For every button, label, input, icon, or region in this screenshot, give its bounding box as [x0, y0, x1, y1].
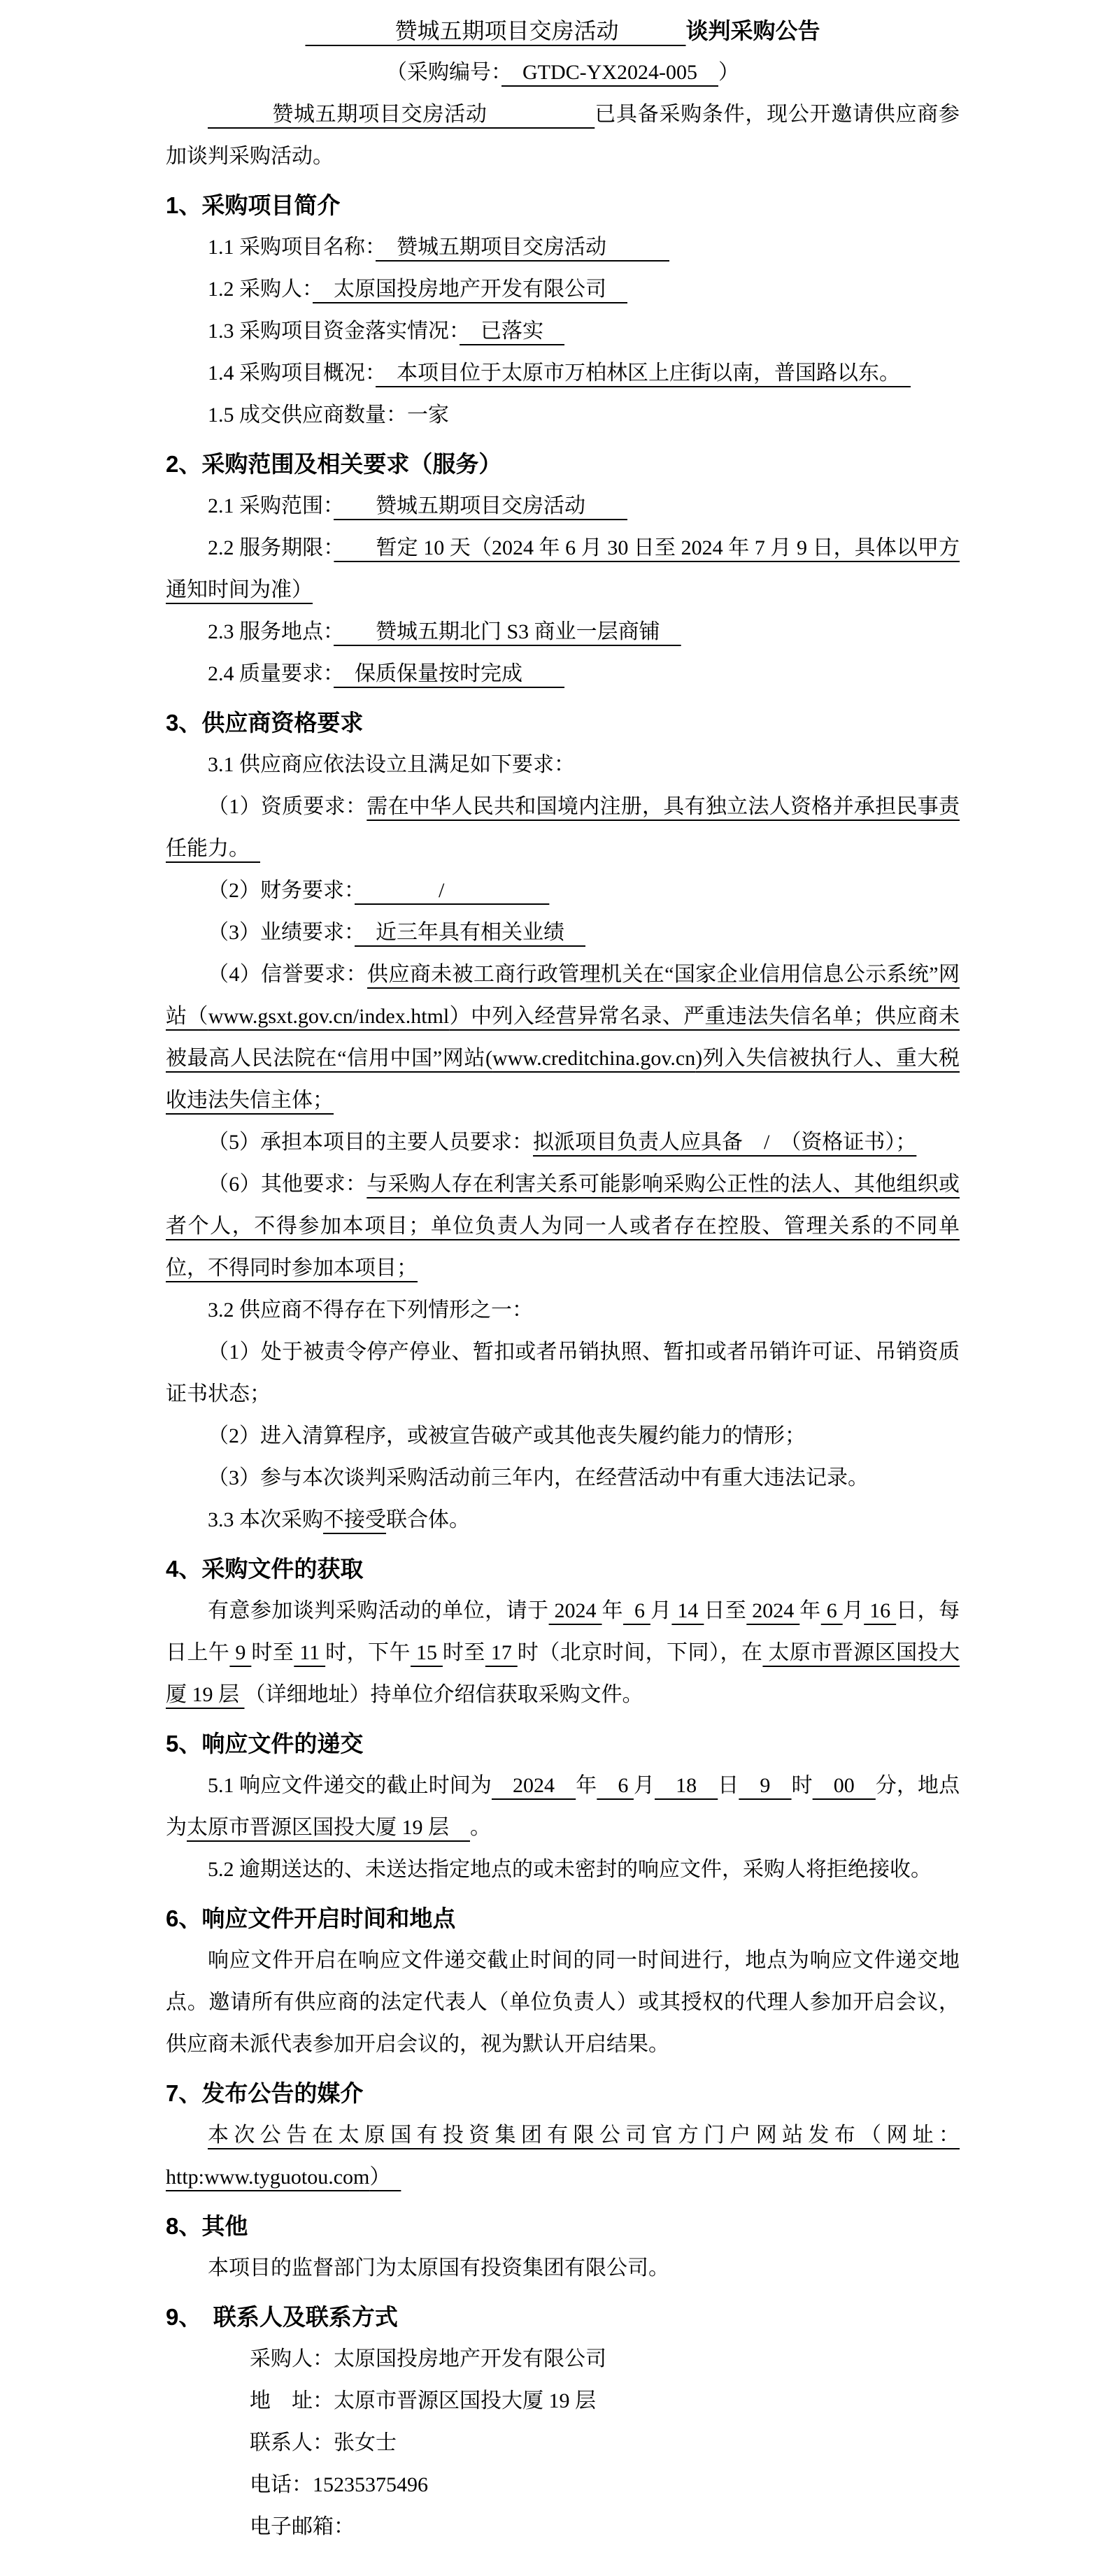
performance-label: （3）业绩要求：: [208, 921, 355, 944]
media-text-suffix: ）: [369, 2166, 401, 2189]
clause-1-5: [166, 394, 960, 436]
morning-start-hour: 9: [229, 1641, 252, 1664]
clause-3-3-suffix: 联合体。: [386, 1508, 470, 1531]
procurement-number-line: [166, 52, 960, 94]
financial-value: /: [355, 879, 550, 902]
section-5-heading: 5、响应文件的递交: [166, 1731, 364, 1756]
purchaser-value: 太原国投房地产开发有限公司: [313, 278, 627, 301]
credit-value-part: )列入失信被执行人、重大税收违法失信主体；: [166, 1047, 960, 1112]
contact-person-value: 张女士: [334, 2431, 397, 2454]
contact-row-buyer: [166, 2338, 960, 2380]
clause-1-5-label: 1.5 成交供应商数量：一家: [208, 403, 449, 427]
text-segment: 分，地点为: [166, 1774, 960, 1839]
text-segment: 年: [576, 1774, 597, 1797]
deadline-day: 18: [655, 1774, 718, 1797]
clause-1-3-label: 1.3 采购项目资金落实情况：: [208, 320, 460, 343]
clause-3-2: [166, 1289, 960, 1331]
prohibited-case-3: [166, 1457, 960, 1499]
morning-end-hour: 11: [294, 1641, 326, 1664]
procurement-number-suffix: ）: [718, 61, 739, 84]
funding-status-value: 已落实: [460, 320, 564, 343]
text-segment: 月: [842, 1599, 864, 1622]
contact-row-address: [166, 2380, 960, 2422]
contact-row-person: [166, 2422, 960, 2464]
procurement-number-prefix: （采购编号：: [386, 61, 501, 84]
obtain-start-month: 6: [623, 1599, 650, 1622]
clause-2-1-label: 2.1 采购范围：: [208, 494, 334, 517]
qualification-requirement: [166, 786, 960, 870]
obtain-end-month: 6: [820, 1599, 843, 1622]
financial-requirement: [166, 870, 960, 912]
intro-project-name: 赞城五期项目交房活动: [208, 103, 595, 126]
text-segment: 时（北京时间，下同），在: [517, 1641, 763, 1664]
project-overview-value: 本项目位于太原市万柏林区上庄街以南，普国路以东。: [376, 362, 911, 385]
prohibited-case-1: [166, 1331, 960, 1415]
text-segment: 年: [602, 1599, 624, 1622]
title-announcement-text: 谈判采购公告: [685, 18, 820, 43]
obtain-end-year: 2024: [746, 1599, 800, 1622]
title-project-name: 赞城五期项目交房活动: [305, 18, 686, 43]
text-segment: （详细地址）持单位介绍信获取采购文件。: [244, 1683, 643, 1706]
prohibited-case-3-text: （3）参与本次谈判采购活动前三年内，在经营活动中有重大违法记录。: [208, 1466, 869, 1489]
clause-1-4: [166, 352, 960, 394]
clause-1-3: [166, 310, 960, 352]
text-segment: 年: [799, 1599, 821, 1622]
clause-2-4: [166, 653, 960, 695]
quality-requirement-value: 保质保量按时完成: [334, 662, 564, 685]
contact-person-label: 联系人：: [250, 2431, 334, 2454]
clause-3-3-prefix: 3.3 本次采购: [208, 1508, 323, 1531]
opening-paragraph: [166, 1940, 960, 2066]
obtain-end-day: 16: [864, 1599, 897, 1622]
tyguotou-url: http:www.tyguotou.com: [166, 2166, 370, 2189]
section-9-heading: 9、 联系人及联系方式: [166, 2304, 398, 2330]
obtain-start-year: 2024: [548, 1599, 602, 1622]
contact-buyer-label: 采购人：: [250, 2347, 334, 2370]
afternoon-start-hour: 15: [410, 1641, 443, 1664]
section-6-heading: 6、响应文件开启时间和地点: [166, 1905, 456, 1931]
qualification-value: 需在中华人民共和国境内注册，具有独立法人资格并承担民事责任能力。: [166, 795, 960, 860]
clause-2-3: [166, 611, 960, 653]
deadline-hour: 9: [739, 1774, 792, 1797]
clause-2-3-label: 2.3 服务地点：: [208, 620, 334, 643]
project-name-value: 赞城五期项目交房活动: [376, 236, 669, 259]
text-segment: 月: [650, 1599, 672, 1622]
opening-paragraph-text: 响应文件开启在响应文件递交截止时间的同一时间进行，地点为响应文件递交地点。邀请所有供应商的法定代表人（单位负责人）或其授权的代理人参加开启会议，供应商未派代表参加开启会议的，视为默认开启结果。: [166, 1949, 960, 2056]
submission-address: 太原市晋源区国投大厦 19 层: [187, 1816, 470, 1839]
other-requirement-value: 与采购人存在利害关系可能影响采购公正性的法人、其他组织或者个人，不得参加本项目；单位负责人为同一人或者存在控股、管理关系的不同单位，不得同时参加本项目；: [166, 1173, 960, 1280]
text-segment: 。: [470, 1816, 491, 1839]
contact-buyer-value: 太原国投房地产开发有限公司: [334, 2347, 606, 2370]
performance-requirement: [166, 912, 960, 954]
text-segment: 日: [718, 1774, 739, 1797]
qualification-label: （1）资质要求：: [208, 795, 367, 818]
credit-label: （4）信誉要求：: [208, 963, 367, 986]
credit-requirement: [166, 954, 960, 1122]
clause-5-2: [166, 1849, 960, 1891]
section-8-heading: 8、其他: [166, 2213, 248, 2239]
contact-phone-value: 15235375496: [313, 2473, 428, 2496]
supervision-paragraph: [166, 2247, 960, 2289]
document-obtain-paragraph: [166, 1590, 960, 1716]
clause-3-3: [166, 1499, 960, 1541]
clause-1-1-label: 1.1 采购项目名称：: [208, 236, 376, 259]
clause-1-2: [166, 269, 960, 310]
obtain-start-day: 14: [671, 1599, 704, 1622]
section-7-heading: 7、发布公告的媒介: [166, 2080, 364, 2106]
clause-3-1-text: 3.1 供应商应依法设立且满足如下要求：: [208, 753, 575, 776]
clause-2-2-label: 2.2 服务期限：: [208, 536, 334, 559]
intro-paragraph: [166, 94, 960, 178]
credit-value-part: 供应商未被工商行政管理机关在“国家企业信用信息公示系统”网站（: [166, 963, 960, 1028]
scope-value: 赞城五期项目交房活动: [334, 494, 627, 517]
clause-1-2-label: 1.2 采购人：: [208, 278, 313, 301]
intro-text: 已具备采购条件，现公开邀请供应商参加谈判采购活动。: [166, 103, 960, 168]
clause-3-1: [166, 744, 960, 786]
contact-row-email: [166, 2506, 960, 2548]
clause-1-1: [166, 227, 960, 269]
section-2-heading: 2、采购范围及相关要求（服务）: [166, 451, 502, 477]
clause-2-1: [166, 485, 960, 527]
afternoon-end-hour: 17: [485, 1641, 518, 1664]
gsxt-url: www.gsxt.gov.cn/index.html: [208, 1005, 450, 1028]
credit-value-part: ）中列入经营异常名录、严重违法失信名单；供应商未被最高人民法院在“信用中国”网站(: [166, 1005, 960, 1070]
text-segment: 日至: [704, 1599, 747, 1622]
performance-value: 近三年具有相关业绩: [355, 921, 585, 944]
section-1-heading: 1、采购项目简介: [166, 192, 341, 218]
contact-phone-label: 电话：: [250, 2473, 313, 2496]
document-title: [166, 10, 960, 52]
text-segment: 时至: [251, 1641, 294, 1664]
prohibited-case-2-text: （2）进入清算程序，或被宣告破产或其他丧失履约能力的情形；: [208, 1424, 806, 1447]
text-segment: 日，每日上午: [166, 1599, 960, 1664]
text-segment: 有意参加谈判采购活动的单位，请于: [208, 1599, 549, 1622]
other-requirement: [166, 1164, 960, 1289]
obtain-address: 太原市晋源区国投大厦 19 层: [166, 1641, 960, 1706]
clause-1-4-label: 1.4 采购项目概况：: [208, 362, 376, 385]
contact-email-label: 电子邮箱：: [250, 2515, 355, 2538]
text-segment: 时，下午: [325, 1641, 411, 1664]
text-segment: 月: [633, 1774, 655, 1797]
personnel-requirement: [166, 1122, 960, 1164]
personnel-label: （5）承担本项目的主要人员要求：: [208, 1131, 533, 1154]
personnel-value: 拟派项目负责人应具备 / （资格证书）；: [533, 1131, 917, 1154]
clause-3-2-text: 3.2 供应商不得存在下列情形之一：: [208, 1298, 533, 1322]
service-period-value: 暂定 10 天（2024 年 6 月 30 日至 2024 年 7 月 9 日，具体以甲方通知时间为准）: [166, 536, 960, 601]
section-4-heading: 4、采购文件的获取: [166, 1556, 364, 1582]
media-paragraph: [166, 2115, 960, 2198]
other-requirement-label: （6）其他要求：: [208, 1173, 367, 1196]
financial-label: （2）财务要求：: [208, 879, 355, 902]
contact-address-value: 太原市晋源区国投大厦 19 层: [334, 2389, 596, 2412]
contact-row-phone: [166, 2464, 960, 2506]
text-segment: 时: [791, 1774, 813, 1797]
section-3-heading: 3、供应商资格要求: [166, 710, 364, 736]
clause-2-2: [166, 527, 960, 611]
supervision-text: 本项目的监督部门为太原国有投资集团有限公司。: [208, 2256, 669, 2280]
deadline-minute: 00: [812, 1774, 876, 1797]
deadline-year: 2024: [491, 1774, 576, 1797]
clause-5-2-text: 5.2 逾期送达的、未送达指定地点的或未密封的响应文件，采购人将拒绝接收。: [208, 1858, 932, 1881]
no-consortium-underlined: 不接受: [323, 1508, 386, 1531]
prohibited-case-2: [166, 1415, 960, 1457]
procurement-number-value: GTDC-YX2024-005: [501, 61, 718, 84]
clause-2-4-label: 2.4 质量要求：: [208, 662, 334, 685]
text-segment: 5.1 响应文件递交的截止时间为: [208, 1774, 492, 1797]
service-location-value: 赞城五期北门 S3 商业一层商铺: [334, 620, 681, 643]
prohibited-case-1-text: （1）处于被责令停产停业、暂扣或者吊销执照、暂扣或者吊销许可证、吊销资质证书状态；: [166, 1340, 960, 1405]
creditchina-url: www.creditchina.gov.cn: [492, 1047, 696, 1070]
contact-address-label: 地 址：: [250, 2389, 334, 2412]
deadline-month: 6: [597, 1774, 634, 1797]
media-text: 本次公告在太原国有投资集团有限公司官方门户网站发布（网址：: [208, 2124, 960, 2147]
clause-5-1: [166, 1765, 960, 1849]
text-segment: 时至: [442, 1641, 485, 1664]
